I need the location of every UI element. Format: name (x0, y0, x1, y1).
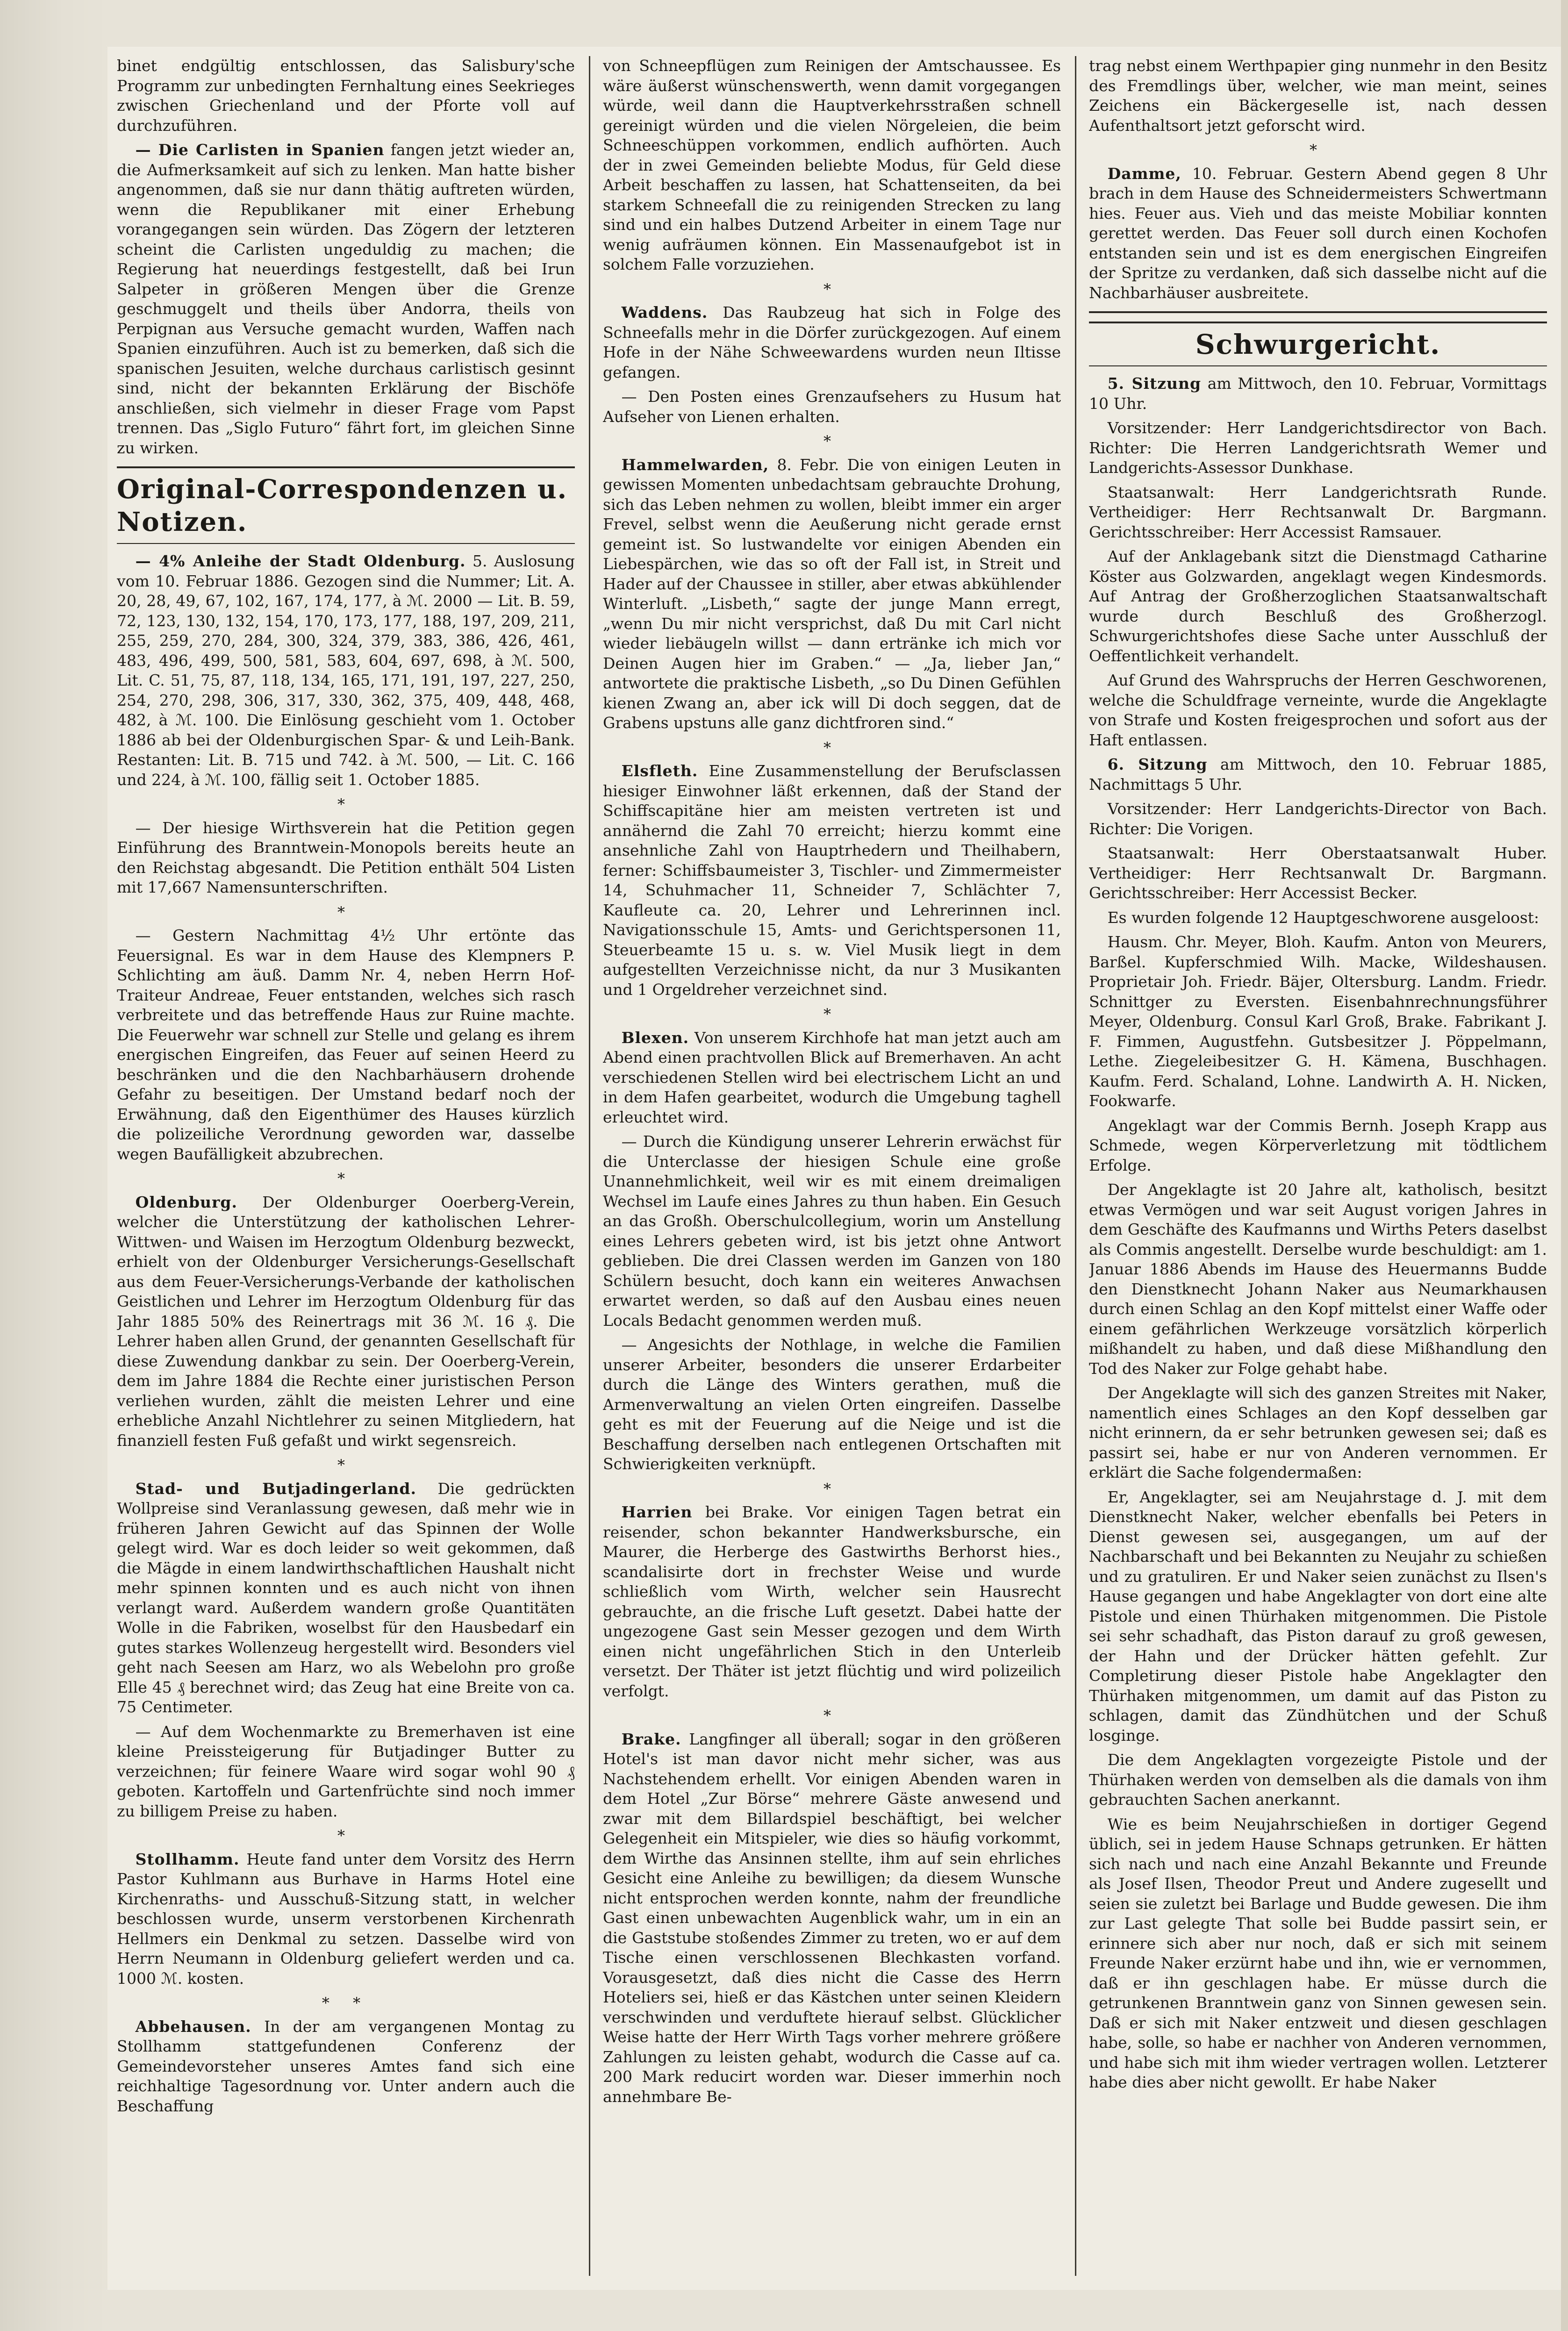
article-paragraph (1089, 483, 1547, 543)
article-paragraph (603, 1730, 1061, 2107)
section-title: Schwurgericht. (1195, 329, 1441, 360)
article-text: Von unserem Kirchhofe hat man jetzt auch am Abend einen prachtvollen Blick auf Bremerhaven. An acht verschiedenen Stellen wird bei electrischem Licht an und in dem Hafen gearbeitet, wodurch die Umgebung taghell erleuchtet wird. (603, 1028, 1061, 1126)
asterisk-separator: * (823, 738, 840, 757)
article-text: Staatsanwalt: Herr Oberstaatsanwalt Huber. Vertheidiger: Herr Rechtsanwalt Dr. Bargmann. Gerichtsschreiber: Herr Accessist Becker. (1089, 844, 1547, 902)
article-paragraph (1089, 671, 1547, 750)
asterisk-separator: * (823, 280, 840, 298)
article-text: Hausm. Chr. Meyer, Bloh. Kaufm. Anton von Meurers, Barßel. Kupferschmied Wilh. Macke, Wildeshausen. Proprietair Joh. Friedr. Bäjer, Oltersburg. Landm. Friedr. Schnittger zu Eversten. Eisenbahnrechnungsführer Meyer, Oldenburg. Consul Karl Groß, Brake. Fabrikant J. F. Fimmen, Augustfehn. Gutsbesitzer J. Pöppelmann, Lethe. Ziegeleibesitzer G. H. Kämena, Buschhagen. Kaufm. Ferd. Schaland, Lohne. Landwirth A. H. Nicken, Fookwarfe. (1089, 933, 1547, 1110)
asterisk-separator: * (823, 1480, 840, 1498)
article-paragraph (1089, 1815, 1547, 2093)
article-heading: Blexen. (621, 1028, 689, 1047)
article-heading: 6. Sitzung (1107, 755, 1208, 773)
article-heading: Waddens. (621, 303, 708, 322)
article-text: fangen jetzt wieder an, die Aufmerksamkeit auf sich zu lenken. Man hatte bisher angenommen, daß sie nur dann thätig auftreten würden, wenn die Republikaner mit einer Erhebung vorangegangen sein würden. Das Zögern der letzteren scheint die Carlisten ungeduldig zu machen; die Regierung hat neuerdings festgestellt, daß bei Irun Salpeter in größeren Mengen über die Grenze geschmuggelt und theils über Andorra, theils von Perpignan aus Versuche gemacht wurden, Waffen nach Spanien einzuführen. Auch ist zu bemerken, daß sich die spanischen Jesuiten, welche durchaus carlistisch gesinnt sind, nicht der bekannten Erklärung der Bischöfe anschließen, sich vielmehr in dieser Frage vom Papst trennen. Das „Siglo Futuro“ fährt fort, im gleichen Sinne zu wirken. (117, 141, 575, 457)
article-text: Vorsitzender: Herr Landgerichts-Director von Bach. Richter: Die Vorigen. (1089, 800, 1547, 838)
article-paragraph (117, 56, 575, 136)
article-paragraph (603, 455, 1061, 733)
article-paragraph (1089, 1750, 1547, 1810)
section-rule-thin (1089, 365, 1547, 366)
article-heading: — 4% Anleihe der Stadt Oldenburg. (135, 552, 466, 570)
article-paragraph (1089, 932, 1547, 1111)
article-text: Der Angeklagte will sich des ganzen Streites mit Naker, namentlich eines Schlages an den Kopf desselben gar nicht erinnern, da er sehr betrunken gewesen sei; daß es passirt sei, habe er nur von Anderen vernommen. Er erklärt die Sache folgendermaßen: (1089, 1384, 1547, 1481)
article-text: Die gedrückten Wollpreise sind Veranlassung gewesen, daß mehr wie in früheren Jahren Gewicht auf das Spinnen der Wolle gelegt wird. War es doch leider so weit gekommen, daß die Mägde in einem landwirthschaftlichen Haushalt nicht mehr spinnen konnten und es auch nicht von ihnen verlangt ward. Außerdem wandern große Quantitäten Wolle in die Fabriken, woselbst für den Hausbedarf ein gutes starkes Wollenzeug hergestellt wird. Besonders viel geht nach Seesen am Harz, wo als Webelohn pro große Elle 45 ₰ berechnet wird; das Zeug hat eine Breite von ca. 75 Centimeter. (117, 1479, 575, 1716)
asterisk-separator: * (337, 795, 354, 813)
article-text: binet endgültig entschlossen, das Salisbury'sche Programm zur unbedingten Fernhaltung eines Seekrieges zwischen Griechenland und der Pforte voll auf durchzuführen. (117, 57, 575, 135)
article-paragraph (1089, 799, 1547, 839)
article-text: trag nebst einem Werthpapier ging nunmehr in den Besitz des Fremdlings über, welcher, wie man meint, seines Zeichens ein Bäckergeselle ist, nach dessen Aufenthaltsort jetzt geforscht wird. (1089, 57, 1547, 135)
article-paragraph (117, 1722, 575, 1822)
article-paragraph (117, 818, 575, 898)
article-paragraph (117, 140, 575, 458)
column-rule (1089, 311, 1547, 313)
section-rule (117, 466, 575, 468)
article-text: — Gestern Nachmittag 4½ Uhr ertönte das Feuersignal. Es war in dem Hause des Klempners P. Schlichting am äuß. Damm Nr. 4, neben Herrn Hof-Traiteur Andreae, Feuer entstanden, welches sich rasch verbreitete und das betreffende Haus zur Ruine machte. Die Feuerwehr war schnell zur Stelle und gelang es ihrem energischen Eingreifen, das Feuer auf seinen Heerd zu beschränken und die den Nachbarhäusern drohende Gefahr zu beseitigen. Der Umstand bedarf noch der Erwähnung, daß den Eigenthümer des Hauses kürzlich die polizeiliche Verordnung geworden war, dasselbe wegen Baufälligkeit abzubrechen. (117, 926, 575, 1163)
article-paragraph (603, 1335, 1061, 1474)
article-paragraph (117, 926, 575, 1164)
article-text: Angeklagt war der Commis Bernh. Joseph Krapp aus Schmede, wegen Körperverletzung mit tödtlichem Erfolge. (1089, 1116, 1547, 1174)
article-text: 8. Febr. Die von einigen Leuten in gewissen Momenten unbedachtsam gebrauchte Drohung, sich das Leben nehmen zu wollen, bleibt immer ein arger Frevel, selbst wenn die Aeußerung nicht gerade ernst gemeint ist. So lustwandelte vor einigen Abenden ein Liebespärchen, wie das so oft der Fall ist, in Streit und Hader auf der Chaussee in stiller, aber etwas abkühlender Winterluft. „Lisbeth,“ sagte der junge Mann erregt, „wenn Du mir nicht versprichst, daß Du mit Carl nicht wieder liebäugeln willst — dann ertränke ich mich vor Deinen Augen hier im Graben.“ — „Ja, lieber Jan,“ antwortete die praktische Lisbeth, „so Du Dinen Gefühlen kienen Zwang an, aber ick will Di doch seggen, dat de Grabens upstuns alle ganz dichtfroren sind.“ (603, 455, 1061, 732)
article-text: von Schneepflügen zum Reinigen der Amtschaussee. Es wäre äußerst wünschenswerth, wenn damit vorgegangen würde, weil dann die Hauptverkehrsstraßen schnell gereinigt würden und die vielen Nörgeleien, die beim Schneeschüppen vorkommen, endlich aufhörten. Auch der in zwei Gemeinden beliebte Modus, für Geld diese Arbeit beschaffen zu lassen, hat Schattenseiten, da bei starkem Schneefall die zu reinigenden Strecken zu lang sind und ein halbes Dutzend Arbeiter in einem Tage nur wenig aufräumen können. Ein Massenaufgebot ist in solchem Falle vorzuziehen. (603, 57, 1061, 273)
article-text: am Mittwoch, den 10. Februar 1885, Nachmittags 5 Uhr. (1089, 755, 1547, 794)
article-heading: — Die Carlisten in Spanien (135, 141, 385, 159)
article-paragraph (603, 1028, 1061, 1128)
asterisk-separator: * (823, 1707, 840, 1724)
asterisk-separator: * (823, 432, 840, 450)
newspaper-page (107, 47, 1561, 2290)
column-3 (1089, 56, 1547, 2281)
column-divider-1 (589, 56, 590, 2276)
article-text: bei Brake. Vor einigen Tagen betrat ein reisender, schon bekannter Handwerksbursche, ein Maurer, die Herberge des Gastwirths Berhorst hies., scandalisirte dort in frechster Weise und wurde schließlich vom Wirth, welcher sein Hausrecht gebrauchte, an die frische Luft gesetzt. Dabei hatte der ungezogene Gast sein Messer gezogen und dem Wirth einen nicht ungefährlichen Stich in den Unterleib versetzt. Der Thäter ist jetzt flüchtig und wird polizeilich verfolgt. (603, 1503, 1061, 1700)
page-binding-shadow (0, 0, 107, 2331)
article-text: — Auf dem Wochenmarkte zu Bremerhaven ist eine kleine Preissteigerung für Butjadinger Butter zu verzeichnen; für feinere Waare wird sogar wohl 90 ₰ geboten. Kartoffeln und Gartenfrüchte sind noch immer zu billigem Preise zu haben. (117, 1722, 575, 1820)
article-heading: Brake. (621, 1730, 681, 1748)
article-text: Heute fand unter dem Vorsitz des Herrn Pastor Kuhlmann aus Burhave in Harms Hotel eine Kirchenraths- und Ausschuß-Sitzung statt, in welcher beschlossen wurde, unserm verstorbenen Kirchenrath Hellmers ein Denkmal zu setzen. Dasselbe wird von Herrn Neumann in Oldenburg geliefert werden und ca. 1000 ℳ. kosten. (117, 1850, 575, 1988)
asterisk-separator: * (1310, 141, 1326, 159)
article-text: Es wurden folgende 12 Hauptgeschworene ausgeloost: (1107, 908, 1539, 927)
article-paragraph (603, 1132, 1061, 1330)
article-text: Eine Zusammenstellung der Berufsclassen hiesiger Einwohner läßt erkennen, daß der Stand der Schiffscapitäne hier am meisten vertreten ist und annähernd die Zahl 70 erreicht; hierzu kommt eine ansehnliche Zahl von Hauptrhedern und Theilhabern, ferner: Schiffsbaumeister 3, Tischler- und Zimmermeister 14, Schuhmacher 11, Schneider 7, Schlächter 7, Kaufleute ca. 20, Lehrer und Lehrerinnen incl. Navigationsschule 15, Amts- und Gerichtspersonen 11, Steuerbeamte 15 u. s. w. Viel Musik liegt in dem aufgestellten Verzeichnisse nicht, da nur 3 Musikanten und 1 Orgeldreher verzeichnet sind. (603, 762, 1061, 999)
article-paragraph (117, 551, 575, 790)
article-paragraph (1089, 844, 1547, 903)
article-text: Das Raubzeug hat sich in Folge des Schneefalls mehr in die Dörfer zurückgezogen. Auf einem Hofe in der Nähe Schweewardens wurden neun Iltisse gefangen. (603, 303, 1061, 381)
asterisk-separator: * (823, 1005, 840, 1023)
article-paragraph (1089, 56, 1547, 136)
article-paragraph (1089, 164, 1547, 303)
column-2 (603, 56, 1061, 2281)
asterisk-separator: * (337, 1827, 354, 1845)
article-paragraph (117, 2017, 575, 2116)
asterisk-separator: * (337, 1170, 354, 1187)
article-heading: Oldenburg. (135, 1193, 237, 1211)
article-paragraph (1089, 547, 1547, 666)
article-paragraph (603, 56, 1061, 275)
asterisk-separator: * (337, 1456, 354, 1474)
article-text: In der am vergangenen Montag zu Stollhamm stattgefundenen Conferenz der Gemeindevorsteher unseres Amtes fand sich eine reichhaltige Tagesordnung vor. Unter andern auch die Beschaffung (117, 2017, 575, 2115)
article-paragraph (1089, 1116, 1547, 1176)
article-paragraph (1089, 418, 1547, 478)
article-text: Der Oldenburger Ooerberg-Verein, welcher die Unterstützung der katholischen Lehrer-Wittwen- und Waisen im Herzogtum Oldenburg bezweckt, erhielt von der Oldenburger Versicherungs-Gesellschaft aus dem Feuer-Versicherungs-Verbande der katholischen Geistlichen und Lehrer im Herzogtum Oldenburg für das Jahr 1885 50% des Reinertrags mit 36 ℳ. 16 ₰. Die Lehrer haben allen Grund, der genannten Gesellschaft für diese Zuwendung dankbar zu sein. Der Ooerberg-Verein, dem im Jahre 1884 die Rechte einer juristischen Person verliehen wurden, zählt die meisten Lehrer und eine erhebliche Anzahl Nichtlehrer zu seinen Mitgliedern, hat finanziell festen Fuß gefaßt und wirkt segensreich. (117, 1193, 575, 1450)
article-text: Langfinger all überall; sogar in den größeren Hotel's ist man davor nicht mehr sicher, was aus Nachstehendem erhellt. Vor einigen Abenden waren in dem Hotel „Zur Börse“ mehrere Gäste anwesend und zwar mit dem Billardspiel beschäftigt, bei welcher Gelegenheit ein Mitspieler, wie dies so häufig vorkommt, dem Wirthe das Ansinnen stellte, ihm auf sein ehrliches Gesicht eine Anleihe zu bewilligen; da diesem Wunsche nicht entsprochen werden konnte, nahm der freundliche Gast einen unbewachten Augenblick wahr, um in ein an die Gaststube stoßendes Zimmer zu treten, wo er auf dem Tische einen verschlossenen Blechkasten vorfand. Vorausgesetzt, daß dies nicht die Casse des Herrn Hoteliers sei, hieß er das Kästchen unter seinen Kleidern verschwinden und verduftete hierauf selbst. Glücklicher Weise hatte der Herr Wirth Tags vorher mehrere größere Zahlungen zu leisten gehabt, wodurch die Casse auf ca. 200 Mark reducirt worden war. Dieser immerhin noch annehmbare Be- (603, 1730, 1061, 2106)
page-edge (1561, 0, 1568, 2331)
article-heading: Abbehausen. (135, 2017, 251, 2036)
article-paragraph (117, 1850, 575, 1989)
section-rule (1089, 322, 1547, 323)
article-text: Vorsitzender: Herr Landgerichtsdirector von Bach. Richter: Die Herren Landgerichtsrath Wemer und Landgerichts-Assessor Dunkhase. (1089, 419, 1547, 477)
article-text: — Angesichts der Nothlage, in welche die Familien unserer Arbeiter, besonders die unserer Erdarbeiter durch die Länge des Winters gerathen, muß die Armenverwaltung an vielen Orten eingreifen. Dasselbe geht es mit der Feuerung auf die Neige und ist die Beschaffung derselben nach entlegenen Ortschaften mit Schwierigkeiten verknüpft. (603, 1336, 1061, 1473)
article-text: Auf der Anklagebank sitzt die Dienstmagd Catharine Köster aus Golzwarden, angeklagt wegen Kindesmords. Auf Antrag der Großherzoglichen Staatsanwaltschaft wurde durch Beschluß des Großherzogl. Schwurgerichtshofes diese Sache unter Ausschluß der Oeffentlichkeit verhandelt. (1089, 547, 1547, 665)
article-heading: Hammelwarden, (621, 455, 769, 474)
section-rule-thin (117, 543, 575, 544)
article-text: Die dem Angeklagten vorgezeigte Pistole und der Thürhaken werden von demselben als die damals von ihm gebrauchten Sachen anerkannt. (1089, 1751, 1547, 1809)
article-text: — Der hiesige Wirthsverein hat die Petition gegen Einführung des Branntwein-Monopols bereits heute an den Reichstag abgesandt. Die Petition enthält 504 Listen mit 17,667 Namensunterschriften. (117, 818, 575, 896)
section-title: Original-Correspondenzen u. Notizen. (117, 474, 568, 537)
column-1 (117, 56, 575, 2281)
article-paragraph (117, 1479, 575, 1717)
article-text: Wie es beim Neujahrschießen in dortiger Gegend üblich, sei in jedem Hause Schnaps getrunken. Er hätten sich nach und nach eine Anzahl Bekannte und Freunde als Josef Ilsen, Theodor Preut und Andere zugesellt und seien sie zuletzt bei Barlage und Budde gewesen. Die ihm zur Last gelegte That solle bei Budde passirt sein, er erinnere sich aber nur noch, daß er sich mit seinem Freunde Naker erzürnt habe und ihn, wie er vernommen, daß er ihn geschlagen habe. Er müsse durch die getrunkenen Branntwein ganz von Sinnen gewesen sein. Daß er sich mit Naker entzweit und diesen geschlagen habe, solle, so habe er nachher von Anderen vernommen, und habe sich mit ihm wieder vertragen wollen. Letzterer habe dies aber nicht gewollt. Er habe Naker (1089, 1815, 1547, 2091)
article-text: Auf Grund des Wahrspruchs der Herren Geschworenen, welche die Schuldfrage verneinte, wurde die Angeklagte von Strafe und Kosten freigesprochen und sofort aus der Haft entlassen. (1089, 671, 1547, 749)
article-heading: Damme, (1107, 164, 1181, 183)
article-text: 5. Auslosung vom 10. Februar 1886. Gezogen sind die Nummer; Lit. A. 20, 28, 49, 67, 102, 167, 174, 177, à ℳ. 2000 — Lit. B. 59, 72, 123, 130, 132, 154, 170, 173, 177, 188, 197, 209, 211, 255, 259, 270, 284, 300, 324, 379, 383, 386, 426, 461, 483, 496, 499, 500, 581, 583, 604, 697, 698, à ℳ. 500, Lit. C. 51, 75, 87, 118, 134, 165, 171, 191, 197, 227, 250, 254, 270, 298, 306, 317, 330, 362, 375, 409, 448, 468, 482, à ℳ. 100. Die Einlösung geschieht vom 1. October 1886 ab bei der Oldenburgischen Spar- & und Leih-Bank. Restanten: Lit. B. 715 und 742. à ℳ. 500, — Lit. C. 166 und 224, à ℳ. 100, fällig seit 1. October 1885. (117, 552, 575, 789)
asterisk-separator: * (337, 903, 354, 921)
asterisk-separator: * * (322, 1994, 370, 2012)
article-paragraph (1089, 755, 1547, 794)
article-paragraph (603, 387, 1061, 427)
article-text: am Mittwoch, den 10. Februar, Vormittags 10 Uhr. (1089, 374, 1547, 413)
article-paragraph (1089, 908, 1547, 928)
article-paragraph (603, 761, 1061, 1000)
article-text: Er, Angeklagter, sei am Neujahrstage d. J. mit dem Dienstknecht Naker, welcher ebenfalls bei Peters in Dienst gewesen sei, ausgegangen, um auf der Nachbarschaft und bei Bekannten zu Neujahr zu schießen und zu gratuliren. Er und Naker seien zunächst zu Ilsen's Hause gegangen und habe Angeklagter von dort eine alte Pistole und einen Thürhaken mitgenommen. Die Pistole sei sehr schadhaft, das Piston darauf zu groß gewesen, der Hahn und der Drücker hätten gefehlt. Zur Completirung dieser Pistole habe Angeklagter den Thürhaken mitgenommen, um damit auf das Piston zu schlagen, damit das Zündhütchen und der Schuß losginge. (1089, 1487, 1547, 1745)
column-divider-2 (1075, 56, 1076, 2276)
article-text: Staatsanwalt: Herr Landgerichtsrath Runde. Vertheidiger: Herr Rechtsanwalt Dr. Bargmann. Gerichtsschreiber: Herr Accessist Ramsauer. (1089, 483, 1547, 541)
article-paragraph (1089, 374, 1547, 414)
article-paragraph (1089, 1180, 1547, 1379)
article-heading: Harrien (621, 1503, 693, 1521)
article-text: — Durch die Kündigung unserer Lehrerin erwächst für die Unterclasse der hiesigen Schule eine große Unannehmlichkeit, weil wir es mit einem dreimaligen Wechsel im Laufe eines Jahres zu thun haben. Ein Gesuch an das Großh. Oberschulcollegium, worin um Anstellung eines Lehrers gebeten wird, ist bis jetzt ohne Antwort geblieben. Die drei Classen werden im Ganzen von 180 Schülern besucht, doch kann ein weiteres Anwachsen erwartet werden, so daß auf den Ausbau eines neuen Locals Bedacht genommen werden muß. (603, 1132, 1061, 1330)
article-text: 10. Februar. Gestern Abend gegen 8 Uhr brach in dem Hause des Schneidermeisters Schwertmann hies. Feuer aus. Vieh und das meiste Mobiliar konnten gerettet werden. Das Feuer soll durch einen Kochofen entstanden sein und ist es dem energischen Eingreifen der Spritze zu verdanken, daß sich dasselbe nicht auf die Nachbarhäuser ausbreitete. (1089, 164, 1547, 302)
article-heading: Stollhamm. (135, 1850, 240, 1868)
article-paragraph (1089, 1487, 1547, 1746)
article-paragraph (603, 303, 1061, 382)
article-text: Der Angeklagte ist 20 Jahre alt, katholisch, besitzt etwas Vermögen und war seit August vorigen Jahres in dem Geschäfte des Kaufmanns und Wirths Peters daselbst als Commis angestellt. Derselbe wurde beschuldigt: am 1. Januar 1886 Abends im Hause des Heuermanns Budde den Dienstknecht Johann Naker aus Neumarkhausen durch einen Schlag an den Kopf mittelst einer Waffe oder einem gefährlichen Werkzeuge vorsätzlich körperlich mißhandelt zu haben, und daß diese Mißhandlung den Tod des Naker zur Folge gehabt habe. (1089, 1180, 1547, 1378)
article-heading: 5. Sitzung (1107, 374, 1202, 393)
article-text: — Den Posten eines Grenzaufsehers zu Husum hat Aufseher von Lienen erhalten. (603, 387, 1061, 426)
article-paragraph (117, 1193, 575, 1451)
article-heading: Elsfleth. (621, 762, 698, 780)
article-heading: Stad- und Butjadingerland. (135, 1479, 416, 1498)
article-paragraph (603, 1502, 1061, 1701)
article-paragraph (1089, 1383, 1547, 1483)
